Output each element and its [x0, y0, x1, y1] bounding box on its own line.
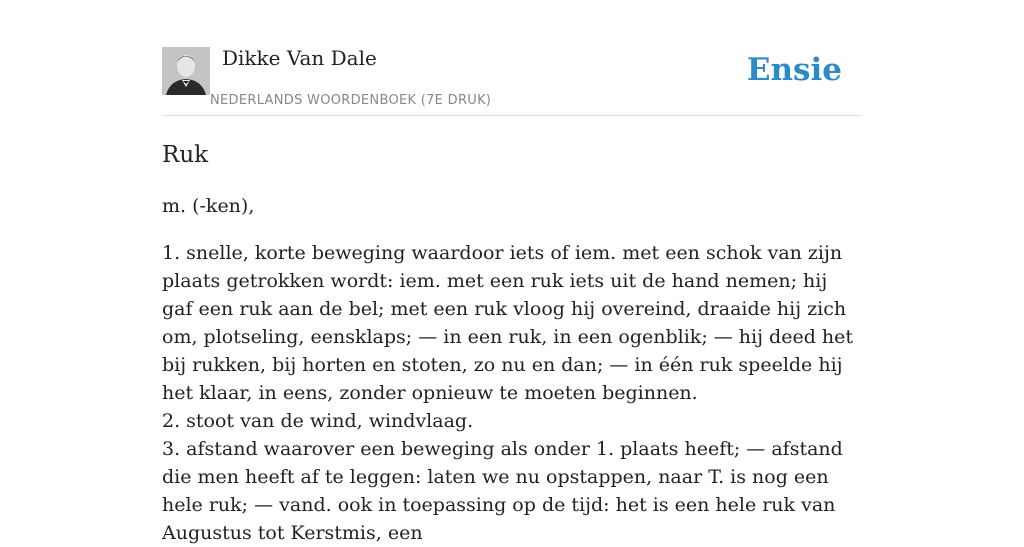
author-avatar[interactable]: [162, 47, 210, 95]
sense-2: 2. stoot van de wind, windvlaag.: [162, 410, 474, 432]
author-name[interactable]: Dikke Van Dale: [222, 46, 377, 70]
entry-title: Ruk: [162, 142, 209, 168]
sense-3: 3. afstand waarover een beweging als onder 1. plaats heeft; — afstand die men heeft af te leggen: laten we nu opstappen, naar T. is nog een hele ruk; — vand. ook in toepassing op de tijd: het is een hele ruk van Augustus tot Kerstmis, een: [162, 438, 843, 544]
page-container: [162, 0, 862, 544]
author-portrait-icon: [162, 47, 210, 95]
sense-1: 1. snelle, korte beweging waardoor iets of iem. met een schok van zijn plaats getrokken wordt: iem. met een ruk iets uit de hand nemen; hij gaf een ruk aan de bel; met een ruk vloog hij overeind, draaide hij zich om, plotseling, eensklaps; — in een ruk, in een ogenblik; — hij deed het bij rukken, bij horten en stoten, zo nu en dan; — in één ruk speelde hij het klaar, in eens, zonder opnieuw te moeten beginnen.: [162, 242, 854, 404]
grammar-info: m. (-ken),: [162, 195, 255, 217]
entry-header: [162, 0, 862, 116]
dictionary-source[interactable]: NEDERLANDS WOORDENBOEK (7E DRUK): [210, 93, 492, 108]
site-logo[interactable]: Ensie: [746, 52, 842, 88]
entry-content: [162, 192, 862, 547]
